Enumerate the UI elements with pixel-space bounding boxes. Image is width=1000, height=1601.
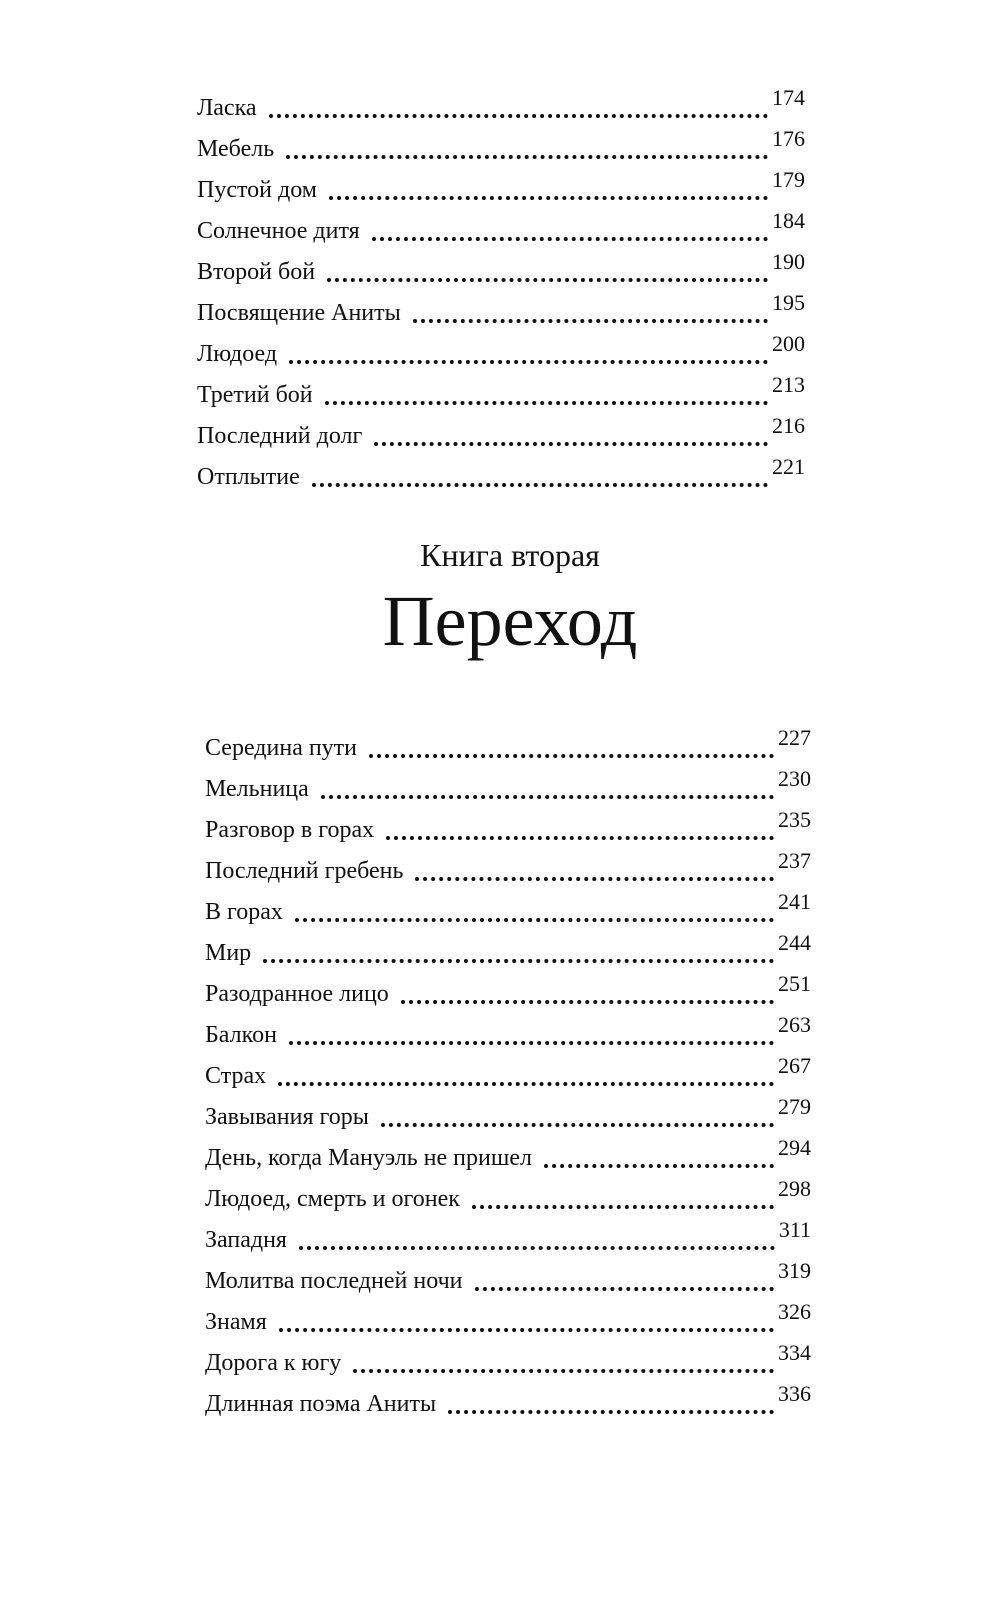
toc-entry-title: Разговор в горах <box>205 817 375 843</box>
toc-entry-title: Середина пути <box>205 735 358 761</box>
dot-leader <box>286 135 768 159</box>
toc-entry-title: Солнечное дитя <box>197 218 360 244</box>
toc-entry <box>205 1255 811 1296</box>
toc-entry <box>197 369 805 410</box>
toc-entry <box>197 123 805 164</box>
toc-entry <box>205 1337 811 1378</box>
dot-leader <box>381 1103 774 1127</box>
dot-leader <box>372 217 768 241</box>
toc-entry-page: 184 <box>772 208 805 233</box>
toc-entry-page: 227 <box>778 725 811 750</box>
dot-leader <box>295 898 774 922</box>
toc-entry-page: 213 <box>772 372 805 397</box>
dot-leader <box>327 258 768 282</box>
toc-list-part-one <box>197 82 805 492</box>
toc-entry <box>205 804 811 845</box>
toc-entry-page: 179 <box>772 167 805 192</box>
toc-entry <box>205 1132 811 1173</box>
toc-entry <box>197 82 805 123</box>
toc-entry <box>205 1009 811 1050</box>
toc-entry <box>205 886 811 927</box>
toc-entry <box>205 1050 811 1091</box>
dot-leader <box>475 1267 775 1291</box>
dot-leader <box>269 94 768 118</box>
toc-entry-title: Завывания горы <box>205 1104 369 1130</box>
toc-entry-page: 279 <box>778 1094 811 1119</box>
dot-leader <box>353 1349 774 1373</box>
dot-leader <box>279 1308 774 1332</box>
toc-entry-title: Последний гребень <box>205 858 404 884</box>
toc-entry <box>197 164 805 205</box>
toc-entry <box>205 1173 811 1214</box>
toc-entry <box>205 1091 811 1132</box>
toc-entry-title: Разодранное лицо <box>205 981 389 1007</box>
toc-entry <box>205 927 811 968</box>
toc-entry <box>205 763 811 804</box>
toc-entry-page: 195 <box>772 290 805 315</box>
dot-leader <box>415 857 774 881</box>
dot-leader <box>448 1390 774 1414</box>
toc-entry <box>197 328 805 369</box>
toc-entry-page: 334 <box>778 1340 811 1365</box>
toc-entry-title: Мебель <box>197 136 275 162</box>
dot-leader <box>329 176 768 200</box>
toc-entry <box>197 287 805 328</box>
dot-leader <box>289 1021 774 1045</box>
toc-entry-page: 241 <box>778 889 811 914</box>
toc-entry-page: 298 <box>778 1176 811 1201</box>
dot-leader <box>263 939 774 963</box>
toc-entry-title: Третий бой <box>197 382 313 408</box>
dot-leader <box>413 299 768 323</box>
toc-entry-title: Отплытие <box>197 464 300 490</box>
toc-entry-page: 311 <box>778 1217 811 1242</box>
toc-entry-page: 244 <box>778 930 811 955</box>
toc-entry-title: Мельница <box>205 776 309 802</box>
toc-entry-page: 326 <box>778 1299 811 1324</box>
toc-entry-title: Знамя <box>205 1309 267 1335</box>
toc-entry-page: 294 <box>778 1135 811 1160</box>
toc-entry-title: Людоед, смерть и огонек <box>205 1186 460 1212</box>
dot-leader <box>544 1144 774 1168</box>
toc-entry-page: 200 <box>772 331 805 356</box>
dot-leader <box>472 1185 774 1209</box>
book-title: Переход <box>382 581 638 661</box>
toc-entry <box>197 246 805 287</box>
toc-entry-page: 190 <box>772 249 805 274</box>
book-subtitle: Книга вторая <box>420 537 600 573</box>
toc-entry-title: Западня <box>205 1227 287 1253</box>
dot-leader <box>312 463 768 487</box>
toc-entry-page: 319 <box>778 1258 811 1283</box>
dot-leader <box>369 734 774 758</box>
toc-entry-page: 221 <box>772 454 805 479</box>
toc-entry-page: 216 <box>772 413 805 438</box>
toc-entry-page: 263 <box>778 1012 811 1037</box>
toc-entry-page: 230 <box>778 766 811 791</box>
toc-entry-page: 336 <box>778 1381 811 1406</box>
dot-leader <box>374 422 768 446</box>
dot-leader <box>278 1062 774 1086</box>
toc-entry <box>205 1378 811 1419</box>
toc-entry-title: Посвящение Аниты <box>197 300 401 326</box>
toc-entry <box>205 1214 811 1255</box>
toc-entry-title: Балкон <box>205 1022 277 1048</box>
toc-entry-title: Мир <box>205 940 252 966</box>
dot-leader <box>321 775 774 799</box>
toc-entry-page: 237 <box>778 848 811 873</box>
toc-entry <box>205 722 811 763</box>
dot-leader <box>325 381 768 405</box>
toc-entry-title: В горах <box>205 899 283 925</box>
toc-entry-title: Второй бой <box>197 259 316 285</box>
dot-leader <box>299 1226 775 1250</box>
toc-entry-page: 174 <box>772 85 805 110</box>
dot-leader <box>401 980 774 1004</box>
dot-leader <box>289 340 768 364</box>
toc-entry-title: День, когда Мануэль не пришел <box>205 1145 532 1171</box>
toc-list-part-two <box>205 722 811 1419</box>
toc-entry-page: 176 <box>772 126 805 151</box>
toc-entry-page: 251 <box>778 971 811 996</box>
toc-entry-page: 267 <box>778 1053 811 1078</box>
toc-entry-title: Молитва последней ночи <box>205 1268 463 1294</box>
toc-entry-title: Длинная поэма Аниты <box>205 1391 437 1417</box>
toc-entry <box>205 1296 811 1337</box>
dot-leader <box>386 816 774 840</box>
toc-entry-title: Пустой дом <box>197 177 317 203</box>
toc-entry <box>197 451 805 492</box>
toc-entry <box>205 968 811 1009</box>
toc-entry-title: Ласка <box>197 95 257 121</box>
toc-entry-title: Дорога к югу <box>205 1350 342 1376</box>
toc-entry-title: Страх <box>205 1063 267 1089</box>
toc-entry-page: 235 <box>778 807 811 832</box>
toc-entry <box>197 205 805 246</box>
toc-entry <box>197 410 805 451</box>
toc-entry-title: Последний долг <box>197 423 363 449</box>
toc-entry <box>205 845 811 886</box>
toc-entry-title: Людоед <box>197 341 278 367</box>
